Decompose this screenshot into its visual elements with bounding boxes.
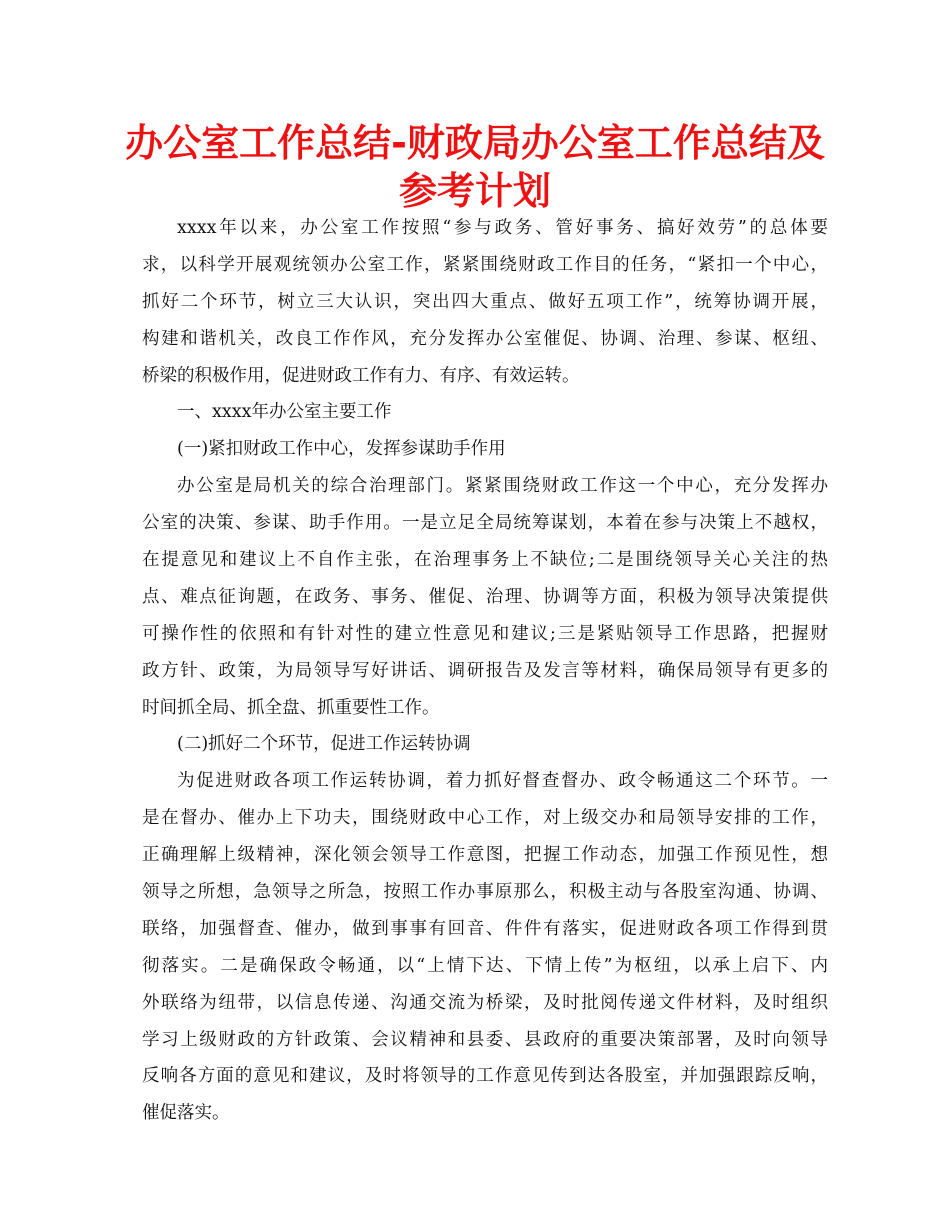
- body-line: 点、难点征询题，在政务、事务、催促、治理、协调等方面，积极为领导决策提供: [142, 586, 828, 607]
- body-line: 求，以科学开展观统领办公室工作，紧紧围绕财政工作目的任务，“紧扣一个中心，: [142, 254, 828, 275]
- body-line: 外联络为纽带，以信息传递、沟通交流为桥梁，及时批阅传递文件材料，及时组织: [142, 992, 828, 1013]
- body-line: 政方针、政策，为局领导写好讲话、调研报告及发言等材料，确保局领导有更多的: [142, 660, 828, 681]
- body-line: 办公室是局机关的综合治理部门。紧紧围绕财政工作这一个中心，充分发挥办: [177, 476, 828, 497]
- document-title-line-1: 办公室工作总结-财政局办公室工作总结及: [125, 121, 825, 165]
- document-title-line-2: 参考计划: [398, 169, 551, 213]
- body-line: (一)紧扣财政工作中心，发挥参谋助手作用: [177, 439, 506, 460]
- body-line: 构建和谐机关，改良工作作风，充分发挥办公室催促、协调、治理、参谋、枢纽、: [142, 328, 828, 349]
- body-line: 一、xxxx年办公室主要工作: [177, 402, 392, 423]
- body-line: 彻落实。二是确保政令畅通，以“上情下达、下情上传”为枢纽，以承上启下、内: [142, 955, 828, 976]
- body-line: 桥梁的积极作用，促进财政工作有力、有序、有效运转。: [142, 365, 580, 386]
- body-line: 领导之所想，急领导之所急，按照工作办事原那么，积极主动与各股室沟通、协调、: [142, 882, 828, 903]
- body-line: 联络，加强督查、催办，做到事事有回音、件件有落实，促进财政各项工作得到贯: [142, 918, 828, 939]
- body-line: 抓好二个环节，树立三大认识，突出四大重点、做好五项工作”，统筹协调开展，: [142, 291, 828, 312]
- body-line: 为促进财政各项工作运转协调，着力抓好督查督办、政令畅通这二个环节。一: [177, 771, 828, 792]
- body-line: 正确理解上级精神，深化领会领导工作意图，把握工作动态，加强工作预见性，想: [142, 845, 828, 866]
- body-line: xxxx年以来，办公室工作按照“参与政务、管好事务、搞好效劳”的总体要: [177, 218, 828, 238]
- body-line: 在提意见和建议上不自作主张，在治理事务上不缺位;二是围绕领导关心关注的热: [142, 550, 828, 571]
- body-line: 催促落实。: [142, 1103, 230, 1124]
- body-line: 公室的决策、参谋、助手作用。一是立足全局统筹谋划，本着在参与决策上不越权，: [142, 513, 828, 534]
- body-line: 学习上级财政的方针政策、会议精神和县委、县政府的重要决策部署，及时向领导: [142, 1029, 828, 1050]
- body-line: 反响各方面的意见和建议，及时将领导的工作意见传到达各股室，并加强跟踪反响，: [142, 1066, 828, 1087]
- document-body: [142, 210, 828, 1132]
- body-line: 是在督办、催办上下功夫，围绕财政中心工作，对上级交办和局领导安排的工作，: [142, 808, 828, 829]
- body-line: (二)抓好二个环节，促进工作运转协调: [177, 734, 471, 755]
- body-line: 时间抓全局、抓全盘、抓重要性工作。: [142, 697, 440, 718]
- body-line: 可操作性的依照和有针对性的建立性意见和建议;三是紧贴领导工作思路，把握财: [142, 623, 828, 644]
